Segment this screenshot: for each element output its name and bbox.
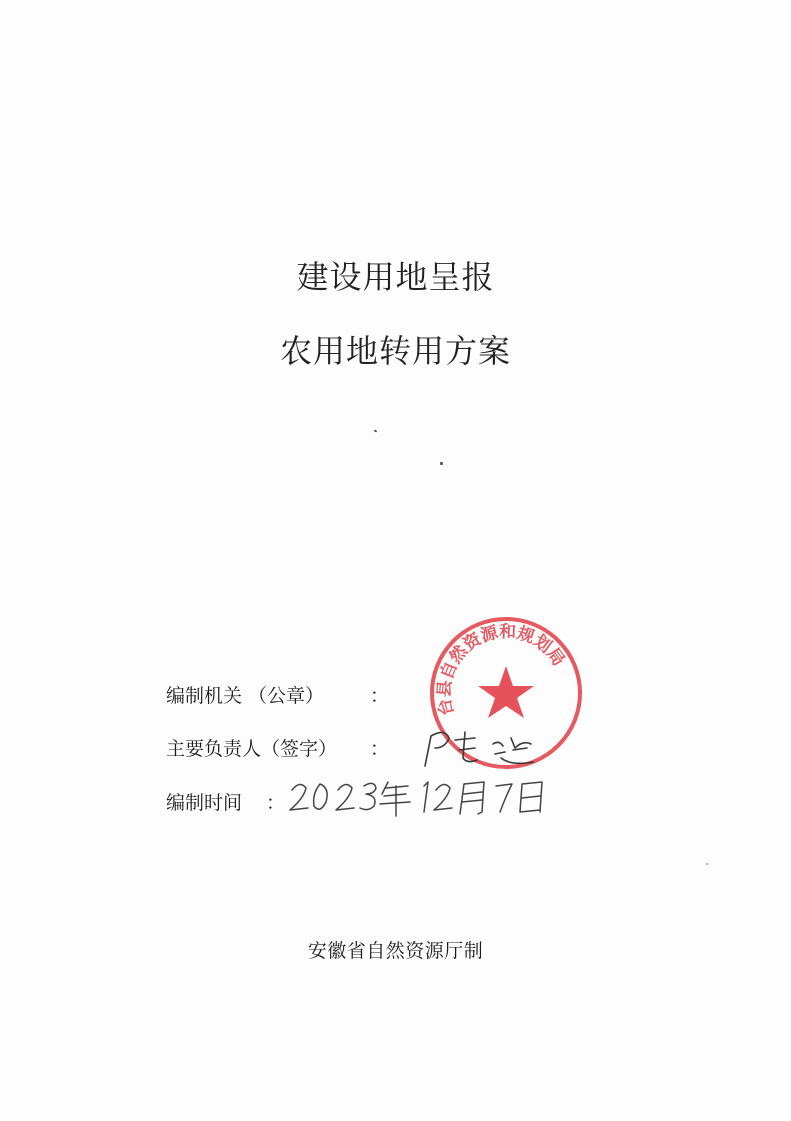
field-colon: ：	[370, 685, 390, 707]
scan-speck	[706, 863, 708, 865]
field-colon: ：	[370, 738, 390, 760]
seal-text: 台县自然资源和规划局	[434, 622, 569, 718]
scan-speck	[374, 429, 378, 432]
handwritten-date	[286, 772, 548, 820]
issuer-footer: 安徽省自然资源厅制	[307, 940, 484, 962]
document-subtitle: 农用地转用方案	[279, 332, 511, 370]
handwritten-signature	[415, 718, 555, 778]
field-label-compile-date: 编制时间	[166, 792, 243, 814]
scan-speck	[440, 462, 443, 465]
seal-star-icon	[478, 666, 534, 718]
document-title: 建设用地呈报	[296, 258, 495, 296]
field-label-compiling-authority: 编制机关 （公章）	[166, 685, 325, 707]
field-colon: ：	[266, 792, 286, 814]
field-label-person-in-charge: 主要负责人（签字）	[166, 738, 338, 760]
